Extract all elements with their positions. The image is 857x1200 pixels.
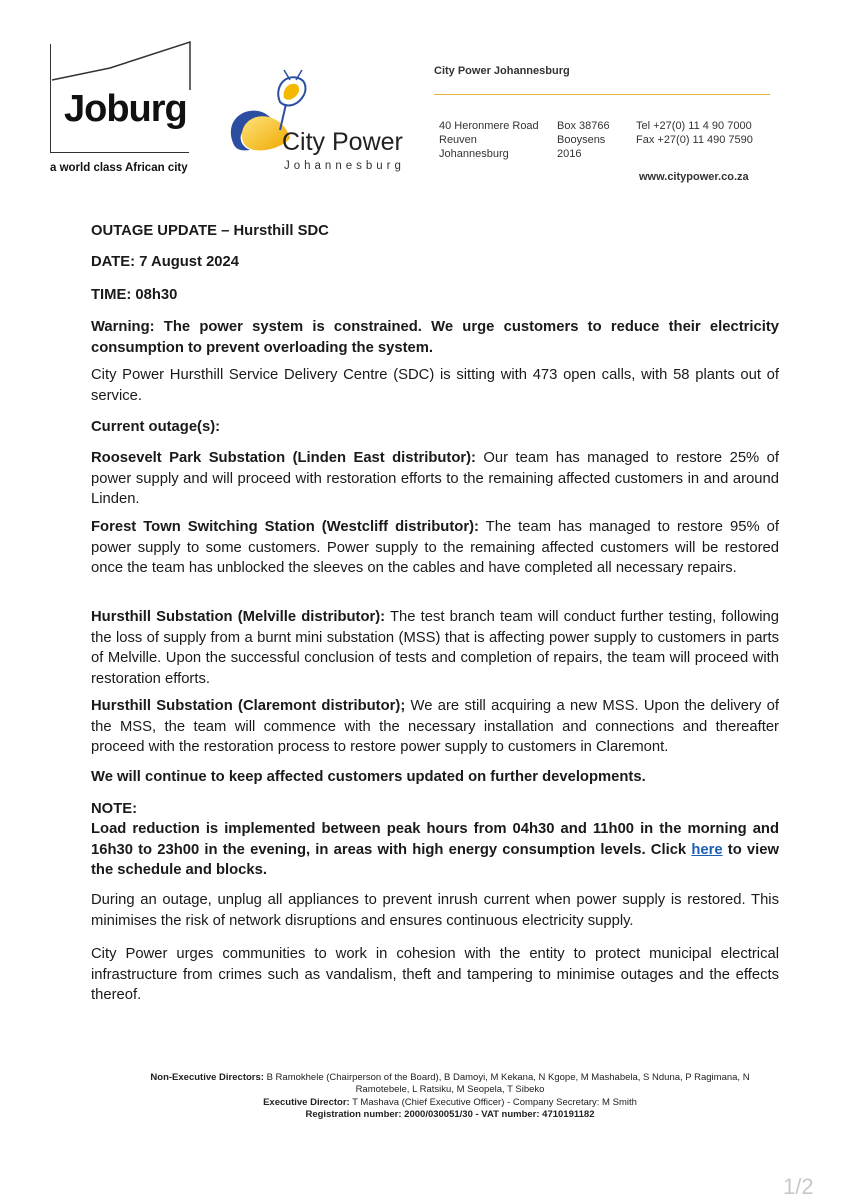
community-appeal: City Power urges communities to work in cohesion with the entity to protect municipal electrical infrastructure from crimes such as vandalism, theft and tampering to minimise outages and the effects thereof. <box>91 946 779 1003</box>
header-divider <box>434 94 770 95</box>
address-line: 2016 <box>557 148 582 160</box>
ed-names: T Mashava (Chief Executive Officer) - Company Secretary: M Smith <box>352 1096 637 1108</box>
outage-text: The test branch team will conduct further testing, following the loss of supply from a burnt mini substation (MSS) that is affecting power supply to customers in parts of Melville. Upon the successful conclusion of tests and completion of repairs, the team will proceed with restoration efforts. <box>91 609 780 687</box>
address-line: Johannesburg <box>439 148 509 160</box>
ned-label: Non-Executive Directors: <box>150 1072 264 1083</box>
outage-item <box>91 607 779 689</box>
outage-text: The team has managed to restore 95% of power supply to some customers. Power supply to the remaining affected customers will be restored once the team has unblocked the sleeves on the cables and have completed all necessary repairs. <box>91 519 779 576</box>
address-line: Booysens <box>557 134 606 146</box>
outage-item <box>91 517 779 579</box>
warning-text: Warning: The power system is constrained. We urge customers to reduce their electricity consumption to prevent overloading the system. <box>91 319 779 356</box>
executive-director <box>150 1097 750 1109</box>
note-text: Load reduction is implemented between peak hours from 04h30 and 11h00 in the morning and 16h30 to 23h00 in the evening, in areas with high energy consumption levels. Click <box>91 821 779 858</box>
outage-heading: Roosevelt Park Substation (Linden East distributor): <box>91 450 476 466</box>
load-reduction-note <box>91 819 779 881</box>
outage-text: We are still acquiring a new MSS. Upon the delivery of the MSS, the team will commence with the necessary installation and connections and thereafter proceed with the restoration process to restore power supply to customers in Claremont. <box>91 698 779 755</box>
address-line: 40 Heronmere Road <box>439 120 539 132</box>
document-title: OUTAGE UPDATE – Hursthill SDC <box>91 223 329 239</box>
ed-label: Executive Director: <box>263 1096 350 1108</box>
address-street <box>439 119 539 161</box>
telephone: Tel +27(0) 11 4 90 7000 <box>636 120 752 132</box>
footer <box>150 1072 750 1122</box>
schedule-link[interactable]: here <box>691 841 723 858</box>
outage-heading: Forest Town Switching Station (Westcliff distributor): <box>91 519 479 535</box>
current-outages-heading: Current outage(s): <box>91 419 221 435</box>
continue-note: We will continue to keep affected customers updated on further developments. <box>91 769 646 785</box>
document-time: TIME: 08h30 <box>91 287 178 303</box>
page-indicator: 1/2 <box>783 1174 814 1199</box>
ned-names: B Ramokhele (Chairperson of the Board), B Damoyi, M Kekana, N Kgope, M Mashabela, S Nduna, P Ragimana, N Ramotebele, L Ratsiku, M Seopela, T Sibeko <box>266 1072 750 1096</box>
city-power-logo-name: City Power <box>282 128 403 156</box>
company-name: City Power Johannesburg <box>434 65 570 77</box>
fax: Fax +27(0) 11 490 7590 <box>636 134 753 146</box>
website-link[interactable]: www.citypower.co.za <box>639 171 749 183</box>
outage-text: Our team has managed to restore 25% of power supply and will proceed with restoration efforts to the remaining affected customers in and around Linden. <box>91 450 779 507</box>
intro-text: City Power Hursthill Service Delivery Centre (SDC) is sitting with 473 open calls, with 58 plants out of service. <box>91 367 779 404</box>
address-line: Box 38766 <box>557 120 610 132</box>
non-executive-directors <box>150 1072 750 1097</box>
joburg-logo-skyline-line <box>50 40 192 90</box>
registration-info: Registration number: 2000/030051/30 - VAT number: 4710191182 <box>305 1109 595 1121</box>
outage-heading: Hursthill Substation (Melville distributor): <box>91 609 386 625</box>
joburg-tagline: a world class African city <box>50 162 188 174</box>
document-date: DATE: 7 August 2024 <box>91 254 239 270</box>
note-text-after: to view the schedule and blocks. <box>91 841 779 878</box>
joburg-logo-text: Joburg <box>64 88 187 130</box>
contact-numbers <box>636 119 753 147</box>
city-power-logo-city: Johannesburg <box>284 160 405 172</box>
address-box <box>557 119 610 161</box>
note-heading: NOTE: <box>91 801 138 817</box>
outage-item <box>91 448 779 510</box>
address-line: Reuven <box>439 134 477 146</box>
unplug-advice: During an outage, unplug all appliances to prevent inrush current when power supply is restored. This minimises the risk of network disruptions and ensures continuous electricity supply. <box>91 892 779 929</box>
outage-item <box>91 696 779 758</box>
outage-heading: Hursthill Substation (Claremont distributor); <box>91 698 406 714</box>
